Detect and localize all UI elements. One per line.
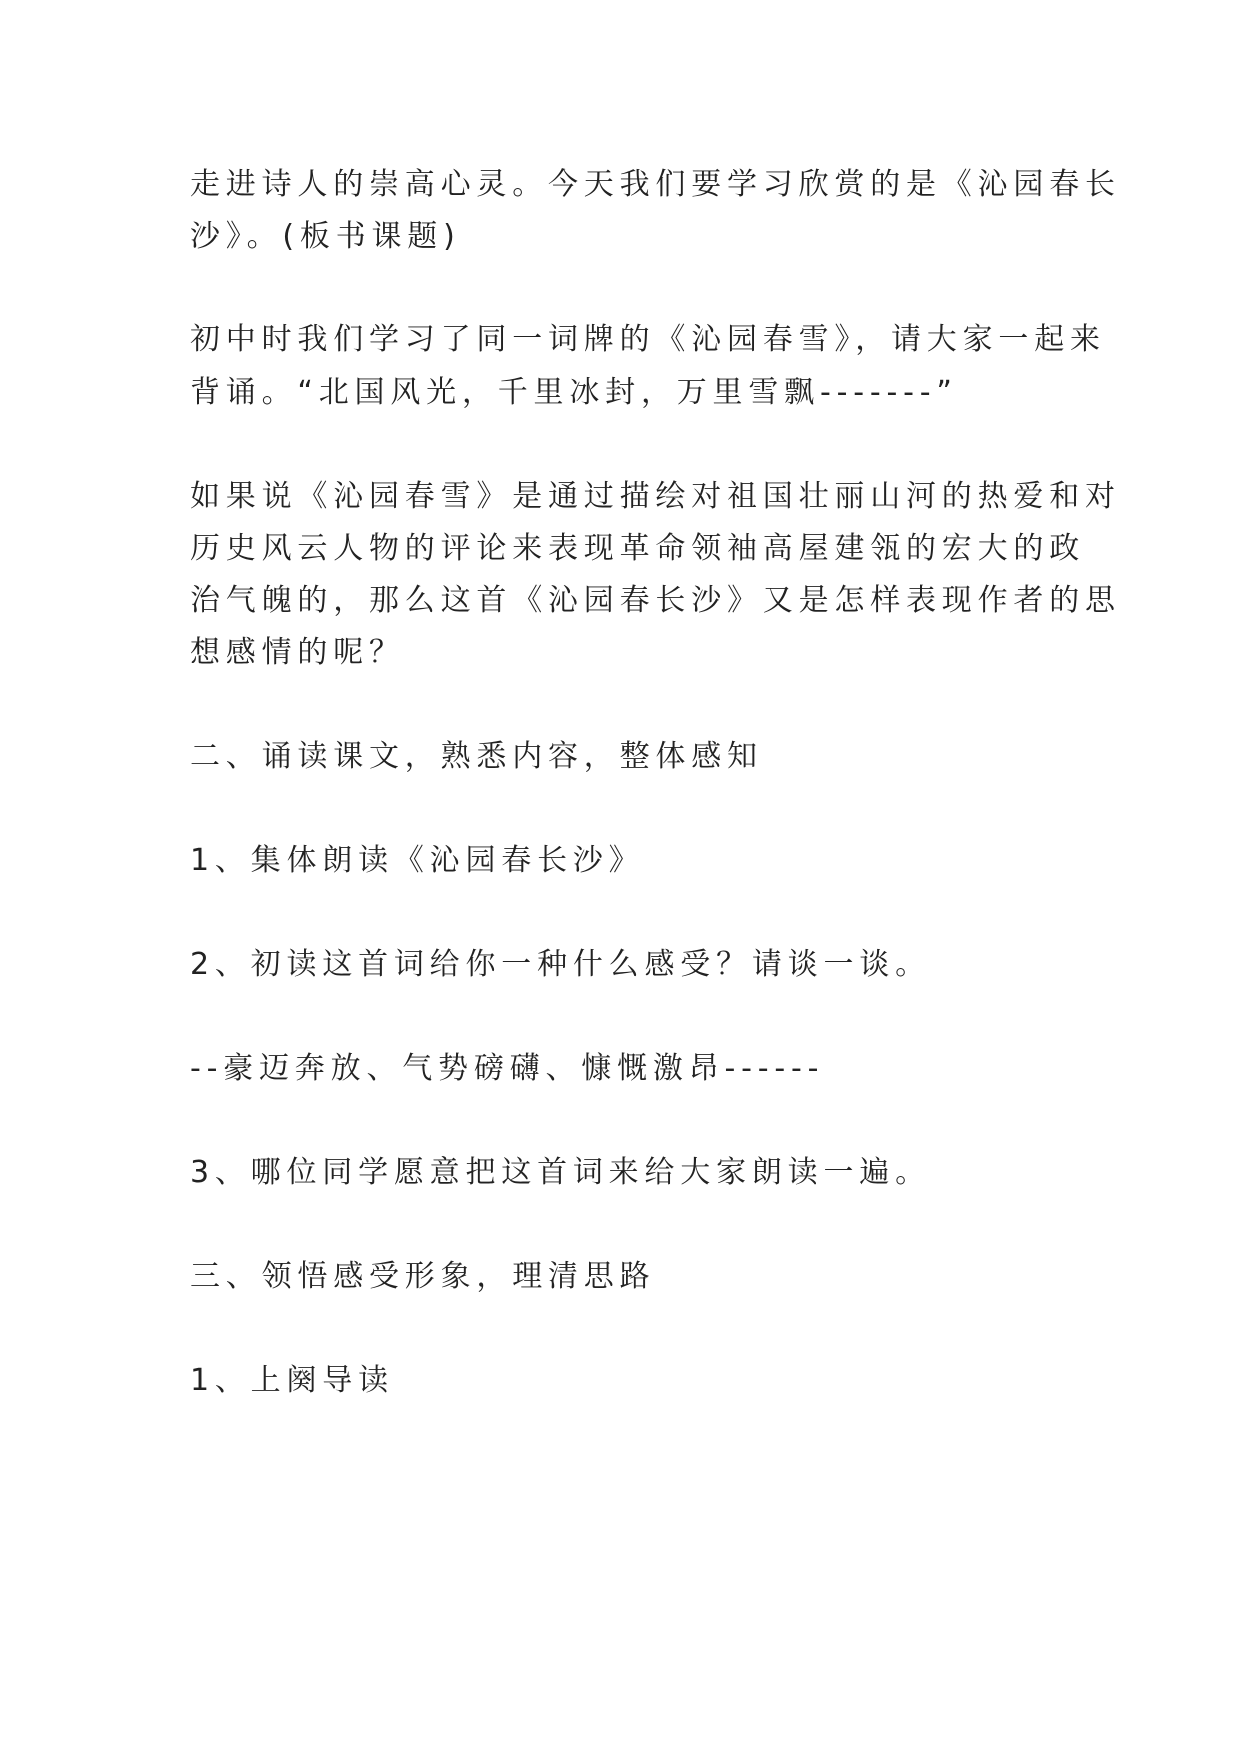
section-heading-3: 三、领悟感受形象，理清思路 [190, 1259, 656, 1294]
list-item-1: 1、集体朗读《沁园春长沙》 [190, 843, 645, 878]
paragraph-3-line-4: 想感情的呢？ [190, 635, 405, 670]
paragraph-3-line-3: 治气魄的，那么这首《沁园春长沙》又是怎样表现作者的思 [190, 583, 1121, 618]
list-item-2: 2、初读这首词给你一种什么感受？请谈一谈。 [190, 947, 931, 982]
paragraph-1-line-2: 沙》。(板书课题) [190, 219, 461, 254]
paragraph-3-line-1: 如果说《沁园春雪》是通过描绘对祖国壮丽山河的热爱和对 [190, 479, 1121, 514]
paragraph-1-line-1: 走进诗人的崇高心灵。今天我们要学习欣赏的是《沁园春长 [190, 167, 1121, 202]
answer-line: --豪迈奔放、气势磅礴、慷慨激昂------ [190, 1051, 825, 1086]
paragraph-2-line-2: 背诵。“北国风光，千里冰封，万里雪飘-------” [190, 375, 958, 410]
paragraph-3-line-2: 历史风云人物的评论来表现革命领袖高屋建瓴的宏大的政 [190, 531, 1085, 566]
section-heading-2: 二、诵读课文，熟悉内容，整体感知 [190, 739, 763, 774]
paragraph-2-line-1: 初中时我们学习了同一词牌的《沁园春雪》，请大家一起来 [190, 322, 1106, 357]
list-item-upper-stanza: 1、上阕导读 [190, 1363, 394, 1398]
list-item-3: 3、哪位同学愿意把这首词来给大家朗读一遍。 [190, 1155, 931, 1190]
